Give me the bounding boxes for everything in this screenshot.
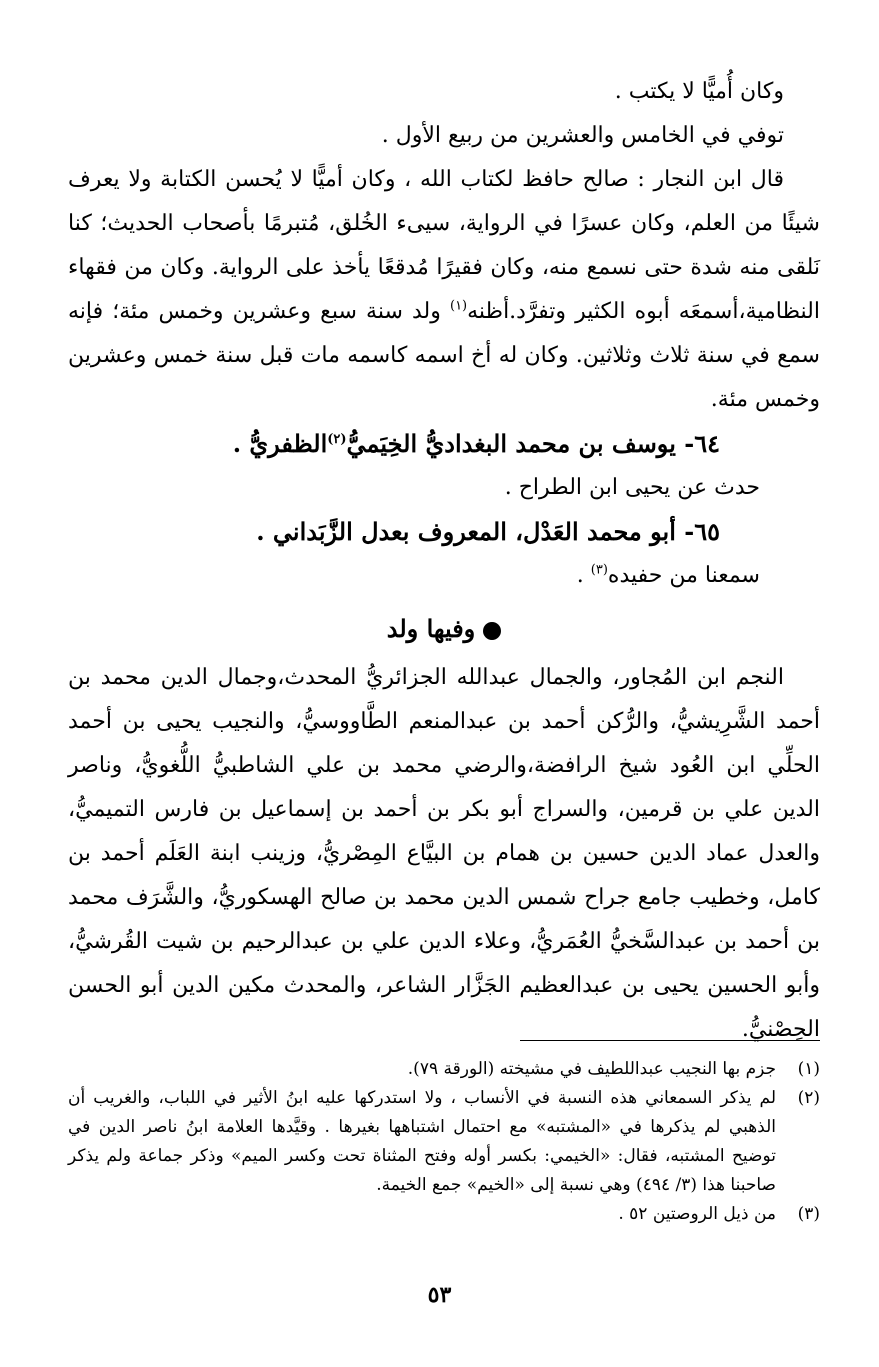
entry-64-name-a: يوسف بن محمد البغداديُّ الخِيَميُّ — [346, 429, 676, 458]
entry-64-number: ٦٤- — [675, 429, 720, 458]
entry-64-text: حدث عن يحيى ابن الطراح . — [504, 475, 760, 500]
footnote-divider — [520, 1040, 820, 1041]
paragraph-3-part-a: قال ابن النجار : صالح حافظ لكتاب الله ، وكان أميًّا لا يُحسن الكتابة ولا يعرف شيئًا من العلم، وكان عسرًا في الرواية، سيىء الخُلق، مُتبرمًا بأصحاب الحديث؛ كنا نَلقى منه شدة حتى نسمع منه، وكان فقيرًا مُدقعًا يأخذ على الرواية. وكان من فقهاء النظامية،أسمعَه أبوه الكثير وتفرَّد.أظنه — [68, 167, 821, 324]
bullet-icon — [483, 622, 501, 640]
entry-65-text-b: . — [576, 563, 591, 588]
entry-65-heading — [68, 510, 820, 554]
births-paragraph: النجم ابن المُجاور، والجمال عبدالله الجزائريُّ المحدث،وجمال الدين محمد بن أحمد الشَّرِيشيُّ، والرُّكن أحمد بن عبدالمنعم الطَّاووسيُّ، والنجيب يحيى بن أحمد الحلِّي ابن العُود شيخ الرافضة،والرضي محمد بن علي الشاطبيُّ اللُّغويُّ، وناصر الدين علي بن قرمين، والسراج أبو بكر بن أحمد بن إسماعيل بن فارس التميميُّ، والعدل عماد الدين حسين بن همام بن البيَّاع المِصْريُّ، وزينب ابنة العَلَم أحمد بن كامل، وخطيب جامع جراح شمس الدين محمد بن صالح الهسكوريُّ، والشَّرَف محمد بن أحمد بن عبدالسَّخيُّ العُمَريُّ، وعلاء الدين علي بن عبدالرحيم بن شيت القُرشيُّ، وأبو الحسين يحيى بن عبدالعظيم الجَزَّار الشاعر، والمحدث مكين الدين أبو الحسن الحِصْنيُّ. — [68, 665, 820, 1042]
footnote-text: من ذيل الروصتين ٥٢ . — [618, 1204, 776, 1224]
paragraph-3 — [68, 158, 820, 422]
entry-65-name: أبو محمد العَدْل، المعروف بعدل الزَّبَداني . — [256, 517, 676, 546]
footnote-1 — [68, 1055, 820, 1084]
footnote-ref-3: (٣) — [590, 562, 608, 578]
main-text — [68, 70, 820, 1052]
footnote-number: (٢) — [797, 1088, 820, 1108]
footnote-text: جزم بها النجيب عبداللطيف في مشيخته (الورقة ٧٩). — [407, 1059, 776, 1079]
entry-64-name-b: الظفريُّ . — [232, 429, 328, 458]
footnote-ref-2: (٢) — [327, 432, 347, 447]
entry-65-text — [68, 554, 820, 598]
footnote-3 — [68, 1200, 820, 1229]
paragraph-2: توفي في الخامس والعشرين من ربيع الأول . — [381, 123, 784, 148]
footnote-text: لم يذكر السمعاني هذه النسبة في الأنساب ، ولا استدركها عليه ابنُ الأثير في اللباب، والغريب أن الذهبي لم يذكرها في «المشتبه» مع احتمال اشتباهها بغيرها . وقيَّدها العلامة ابنُ ناصر الدين في توضيح المشتبه، فقال: «الخيمي: بكسر أوله وفتح المثناة تحت وكسر الميم» وذكر جماعة ولم يذكر صاحبنا هذا (٣/ ٤٩٤) وهي نسبة إلى «الخيم» جمع الخيمة. — [68, 1088, 776, 1195]
paragraph-1: وكان أُميًّا لا يكتب . — [614, 79, 784, 104]
page-number: ٥٣ — [427, 1282, 452, 1308]
footnote-2 — [68, 1084, 820, 1200]
section-title-text: وفيها ولد — [386, 614, 476, 643]
footnote-number: (٣) — [797, 1204, 820, 1224]
paragraph-3-part-b: ولد سنة سبع وعشرين وخمس مئة؛ فإنه سمع في سنة ثلاث وثلاثين. وكان له أخ اسمه كاسمه مات قبل سنة خمس وعشرين وخمس مئة. — [68, 299, 820, 412]
footnotes — [68, 1040, 820, 1229]
section-title — [68, 606, 820, 652]
entry-64-heading — [68, 422, 820, 466]
entry-65-number: ٦٥- — [675, 517, 720, 546]
footnote-number: (١) — [797, 1059, 820, 1079]
footnote-ref-1: (١) — [449, 298, 468, 314]
entry-65-text-a: سمعنا من حفيده — [607, 563, 760, 588]
